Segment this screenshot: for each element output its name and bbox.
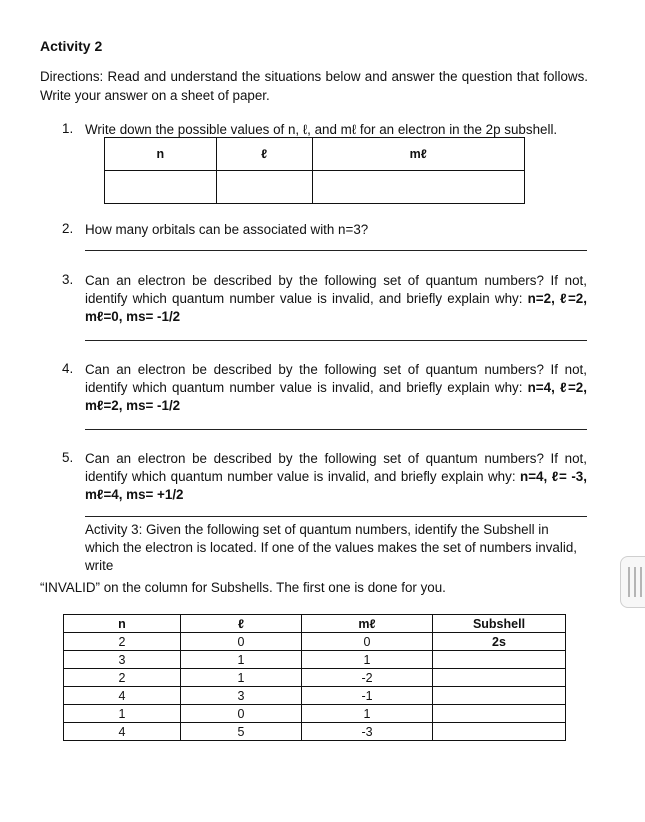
- header-ml: mℓ: [312, 138, 524, 171]
- answer-line-3: [85, 340, 587, 341]
- question-2-text: How many orbitals can be associated with n=3?: [85, 222, 369, 237]
- cell-l: 0: [181, 705, 302, 723]
- table-header-row: [105, 138, 525, 171]
- cell-subshell[interactable]: [433, 687, 566, 705]
- cell-subshell[interactable]: [433, 669, 566, 687]
- question-5-text: [85, 450, 587, 504]
- activity-3-instructions-cont: “INVALID” on the column for Subshells. The first one is done for you.: [40, 580, 446, 595]
- cell-l: 5: [181, 723, 302, 741]
- table-row: [64, 705, 566, 723]
- question-3-number: 3.: [62, 272, 74, 287]
- answer-line-4: [85, 429, 587, 430]
- question-5-number: 5.: [62, 450, 74, 465]
- table-row: [64, 633, 566, 651]
- header-subshell: Subshell: [433, 615, 566, 633]
- cell-ml: 0: [302, 633, 433, 651]
- cell-ml: -2: [302, 669, 433, 687]
- cell-subshell[interactable]: [433, 723, 566, 741]
- header-n: n: [105, 138, 217, 171]
- cell-ml: -1: [302, 687, 433, 705]
- directions-text: Directions: Read and understand the situations below and answer the question that follows. Write your answer on a sheet of paper.: [40, 69, 588, 103]
- cell-l: 1: [181, 669, 302, 687]
- header-l: ℓ: [181, 615, 302, 633]
- header-ml: mℓ: [302, 615, 433, 633]
- question-3-body: Can an electron be described by the following set of quantum numbers? If not, identify which quantum number value is invalid, and briefly explain why:: [85, 273, 587, 306]
- cell-n: 2: [64, 633, 181, 651]
- cell-subshell: 2s: [433, 633, 566, 651]
- header-n: n: [64, 615, 181, 633]
- cell-ml: -3: [302, 723, 433, 741]
- question-4-values: n=4, ℓ=2, mℓ=2, ms= -1/2: [85, 380, 587, 413]
- activity-3-instructions: Activity 3: Given the following set of quantum numbers, identify the Subshell in which the electron is located. If one of the values makes the set of numbers invalid, write: [85, 522, 578, 573]
- question-3-values: n=2, ℓ=2, mℓ=0, ms= -1/2: [85, 291, 587, 324]
- answer-cell-n[interactable]: [105, 171, 217, 204]
- table-row: [64, 651, 566, 669]
- grip-line-icon: [634, 567, 636, 597]
- question-2-number: 2.: [62, 221, 74, 236]
- table-row: [64, 687, 566, 705]
- question-5-values: n=4, ℓ= -3, mℓ=4, ms= +1/2: [85, 469, 587, 502]
- table-row: [64, 723, 566, 741]
- cell-l: 0: [181, 633, 302, 651]
- answer-cell-ml[interactable]: [312, 171, 524, 204]
- question-1-number: 1.: [62, 121, 74, 136]
- answer-line-5: [85, 516, 587, 517]
- cell-subshell[interactable]: [433, 705, 566, 723]
- question-5-body: Can an electron be described by the following set of quantum numbers? If not, identify which quantum number value is invalid, and briefly explain why:: [85, 451, 587, 484]
- grip-line-icon: [628, 567, 630, 597]
- subshell-table: [63, 614, 566, 741]
- cell-n: 4: [64, 723, 181, 741]
- grip-line-icon: [640, 567, 642, 597]
- side-panel-handle[interactable]: [620, 556, 645, 608]
- cell-n: 3: [64, 651, 181, 669]
- header-l: ℓ: [216, 138, 312, 171]
- cell-l: 1: [181, 651, 302, 669]
- cell-n: 4: [64, 687, 181, 705]
- answer-line-2: [85, 250, 587, 251]
- quantum-numbers-answer-table: [104, 137, 525, 204]
- question-3-text: [85, 272, 587, 326]
- cell-ml: 1: [302, 651, 433, 669]
- question-1-text: Write down the possible values of n, ℓ, and mℓ for an electron in the 2p subshell.: [85, 122, 558, 137]
- cell-n: 1: [64, 705, 181, 723]
- question-4-number: 4.: [62, 361, 74, 376]
- cell-n: 2: [64, 669, 181, 687]
- question-4-body: Can an electron be described by the following set of quantum numbers? If not, identify which quantum number value is invalid, and briefly explain why:: [85, 362, 587, 395]
- answer-row: [105, 171, 525, 204]
- activity-2-title: Activity 2: [40, 38, 103, 54]
- table-row: [64, 669, 566, 687]
- cell-ml: 1: [302, 705, 433, 723]
- table-header-row: [64, 615, 566, 633]
- cell-l: 3: [181, 687, 302, 705]
- answer-cell-l[interactable]: [216, 171, 312, 204]
- cell-subshell[interactable]: [433, 651, 566, 669]
- question-4-text: [85, 361, 587, 415]
